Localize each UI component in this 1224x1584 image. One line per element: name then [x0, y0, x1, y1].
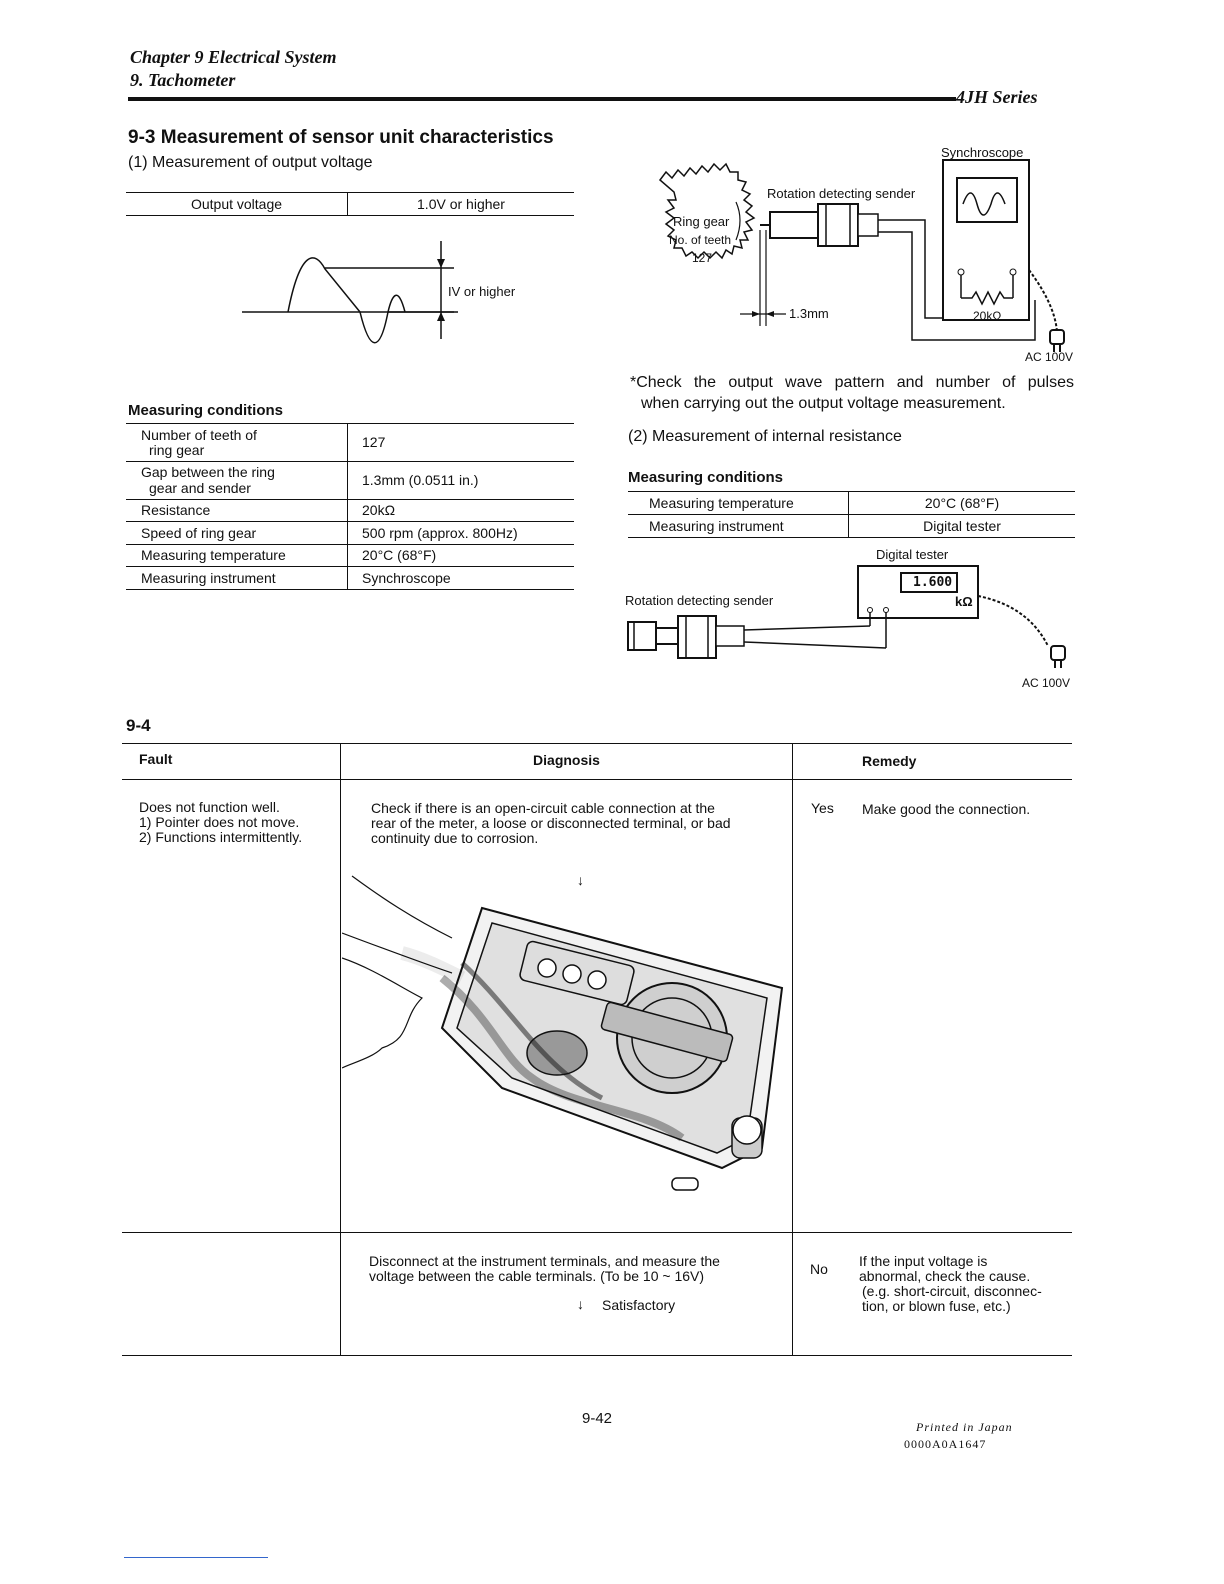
diagnosis-1-line-1: Check if there is an open-circuit cable connection at the: [371, 800, 715, 816]
diagnosis-1-line-2: rear of the meter, a loose or disconnected terminal, or bad: [371, 815, 731, 831]
satisfactory-label: Satisfactory: [602, 1297, 676, 1313]
gap-label: 1.3mm: [789, 306, 829, 321]
cond2-value-1: 20°C (68°F): [924, 495, 1000, 511]
cond-value-5: 20°C (68°F): [362, 547, 437, 563]
teeth-label: No. of teeth: [669, 233, 732, 247]
sender-label-2: Rotation detecting sender: [625, 593, 774, 608]
header-fault: Fault: [139, 751, 173, 767]
remedy-2-line-2: abnormal, check the cause.: [859, 1268, 1031, 1284]
note-line-2: when carrying out the output voltage measurement.: [641, 395, 1006, 412]
cond2-label-1: Measuring temperature: [649, 495, 794, 511]
yes-label: Yes: [811, 800, 834, 816]
diagnosis-2-line-2: voltage between the cable terminals. (To be 10 ~ 16V): [369, 1268, 705, 1284]
power-label-2: AC 100V: [1022, 676, 1071, 690]
output-voltage-value: 1.0V or higher: [417, 196, 505, 212]
digital-tester-diagram: [620, 560, 1080, 680]
cond-label-2a: Gap between the ring: [141, 464, 275, 480]
tester-display: 1.600: [913, 575, 953, 590]
cond-label-1a: Number of teeth of: [141, 427, 257, 443]
synchroscope-diagram: [620, 140, 1080, 370]
no-label: No: [810, 1261, 828, 1277]
header-rule: [128, 97, 956, 101]
measuring-conditions-title-2: Measuring conditions: [628, 469, 784, 486]
note-line-1: *Check the output wave pattern and number of pulses: [630, 374, 1074, 391]
header-remedy: Remedy: [862, 753, 917, 769]
cond-label-6: Measuring instrument: [141, 570, 276, 586]
teeth-value: 127: [692, 251, 713, 265]
resistor-label: 20kΩ: [973, 309, 1002, 323]
diagnosis-arrow-2: ↓: [577, 1296, 584, 1312]
fault-line-3: 2) Functions intermittently.: [139, 829, 303, 845]
page-number: 9-42: [582, 1410, 613, 1427]
remedy-1: Make good the connection.: [862, 801, 1031, 817]
digital-tester-label: Digital tester: [876, 547, 949, 562]
diagnosis-2-line-1: Disconnect at the instrument terminals, and measure the: [369, 1253, 720, 1269]
diagnosis-1-line-3: continuity due to corrosion.: [371, 830, 539, 846]
fault-line-1: Does not function well.: [139, 799, 280, 815]
document-code: 0000A0A1647: [904, 1437, 987, 1451]
cond-value-3: 20kΩ: [362, 502, 396, 518]
remedy-2-line-1: If the input voltage is: [859, 1253, 988, 1269]
series-label: 4JH Series: [956, 87, 1038, 107]
chapter-title: Chapter 9 Electrical System: [130, 47, 337, 67]
cond-value-6: Synchroscope: [362, 570, 451, 586]
sender-label: Rotation detecting sender: [767, 186, 916, 201]
remedy-2-line-3: (e.g. short-circuit, disconnec-: [862, 1283, 1042, 1299]
header-diagnosis: Diagnosis: [533, 752, 600, 768]
cond-label-1b: ring gear: [149, 442, 205, 458]
power-label-1: AC 100V: [1025, 350, 1074, 364]
tester-unit: kΩ: [955, 594, 973, 609]
cond-label-2b: gear and sender: [149, 480, 251, 496]
footer-rule: [124, 1557, 268, 1558]
waveform-diagram: [230, 235, 540, 365]
cond-label-5: Measuring temperature: [141, 547, 286, 563]
printed-in: Printed in Japan: [916, 1420, 1013, 1434]
remedy-2-line-4: tion, or blown fuse, etc.): [862, 1298, 1011, 1314]
output-voltage-subtitle: (1) Measurement of output voltage: [128, 154, 373, 171]
section-title: 9. Tachometer: [130, 70, 236, 90]
wave-amplitude-label: IV or higher: [448, 284, 516, 299]
synchroscope-label: Synchroscope: [941, 145, 1024, 160]
internal-resistance-subtitle: (2) Measurement of internal resistance: [628, 428, 902, 445]
section-9-3-title: 9-3 Measurement of sensor unit characteristics: [128, 127, 554, 148]
output-voltage-label: Output voltage: [190, 196, 283, 212]
ring-gear-label: Ring gear: [673, 214, 730, 229]
measuring-conditions-title: Measuring conditions: [128, 402, 284, 419]
cond-value-1: 127: [362, 434, 386, 450]
fault-line-2: 1) Pointer does not move.: [139, 814, 300, 830]
cond2-value-2: Digital tester: [923, 518, 1001, 534]
cond-label-3: Resistance: [141, 502, 211, 518]
cond-value-4: 500 rpm (approx. 800Hz): [362, 525, 518, 541]
cond-value-2: 1.3mm (0.0511 in.): [362, 472, 479, 488]
meter-rear-illustration: [342, 868, 792, 1198]
section-9-4-title: 9-4: [126, 716, 151, 735]
cond-label-4: Speed of ring gear: [141, 525, 257, 541]
cond2-label-2: Measuring instrument: [649, 518, 784, 534]
diagnosis-arrow-1: ↓: [577, 872, 584, 888]
